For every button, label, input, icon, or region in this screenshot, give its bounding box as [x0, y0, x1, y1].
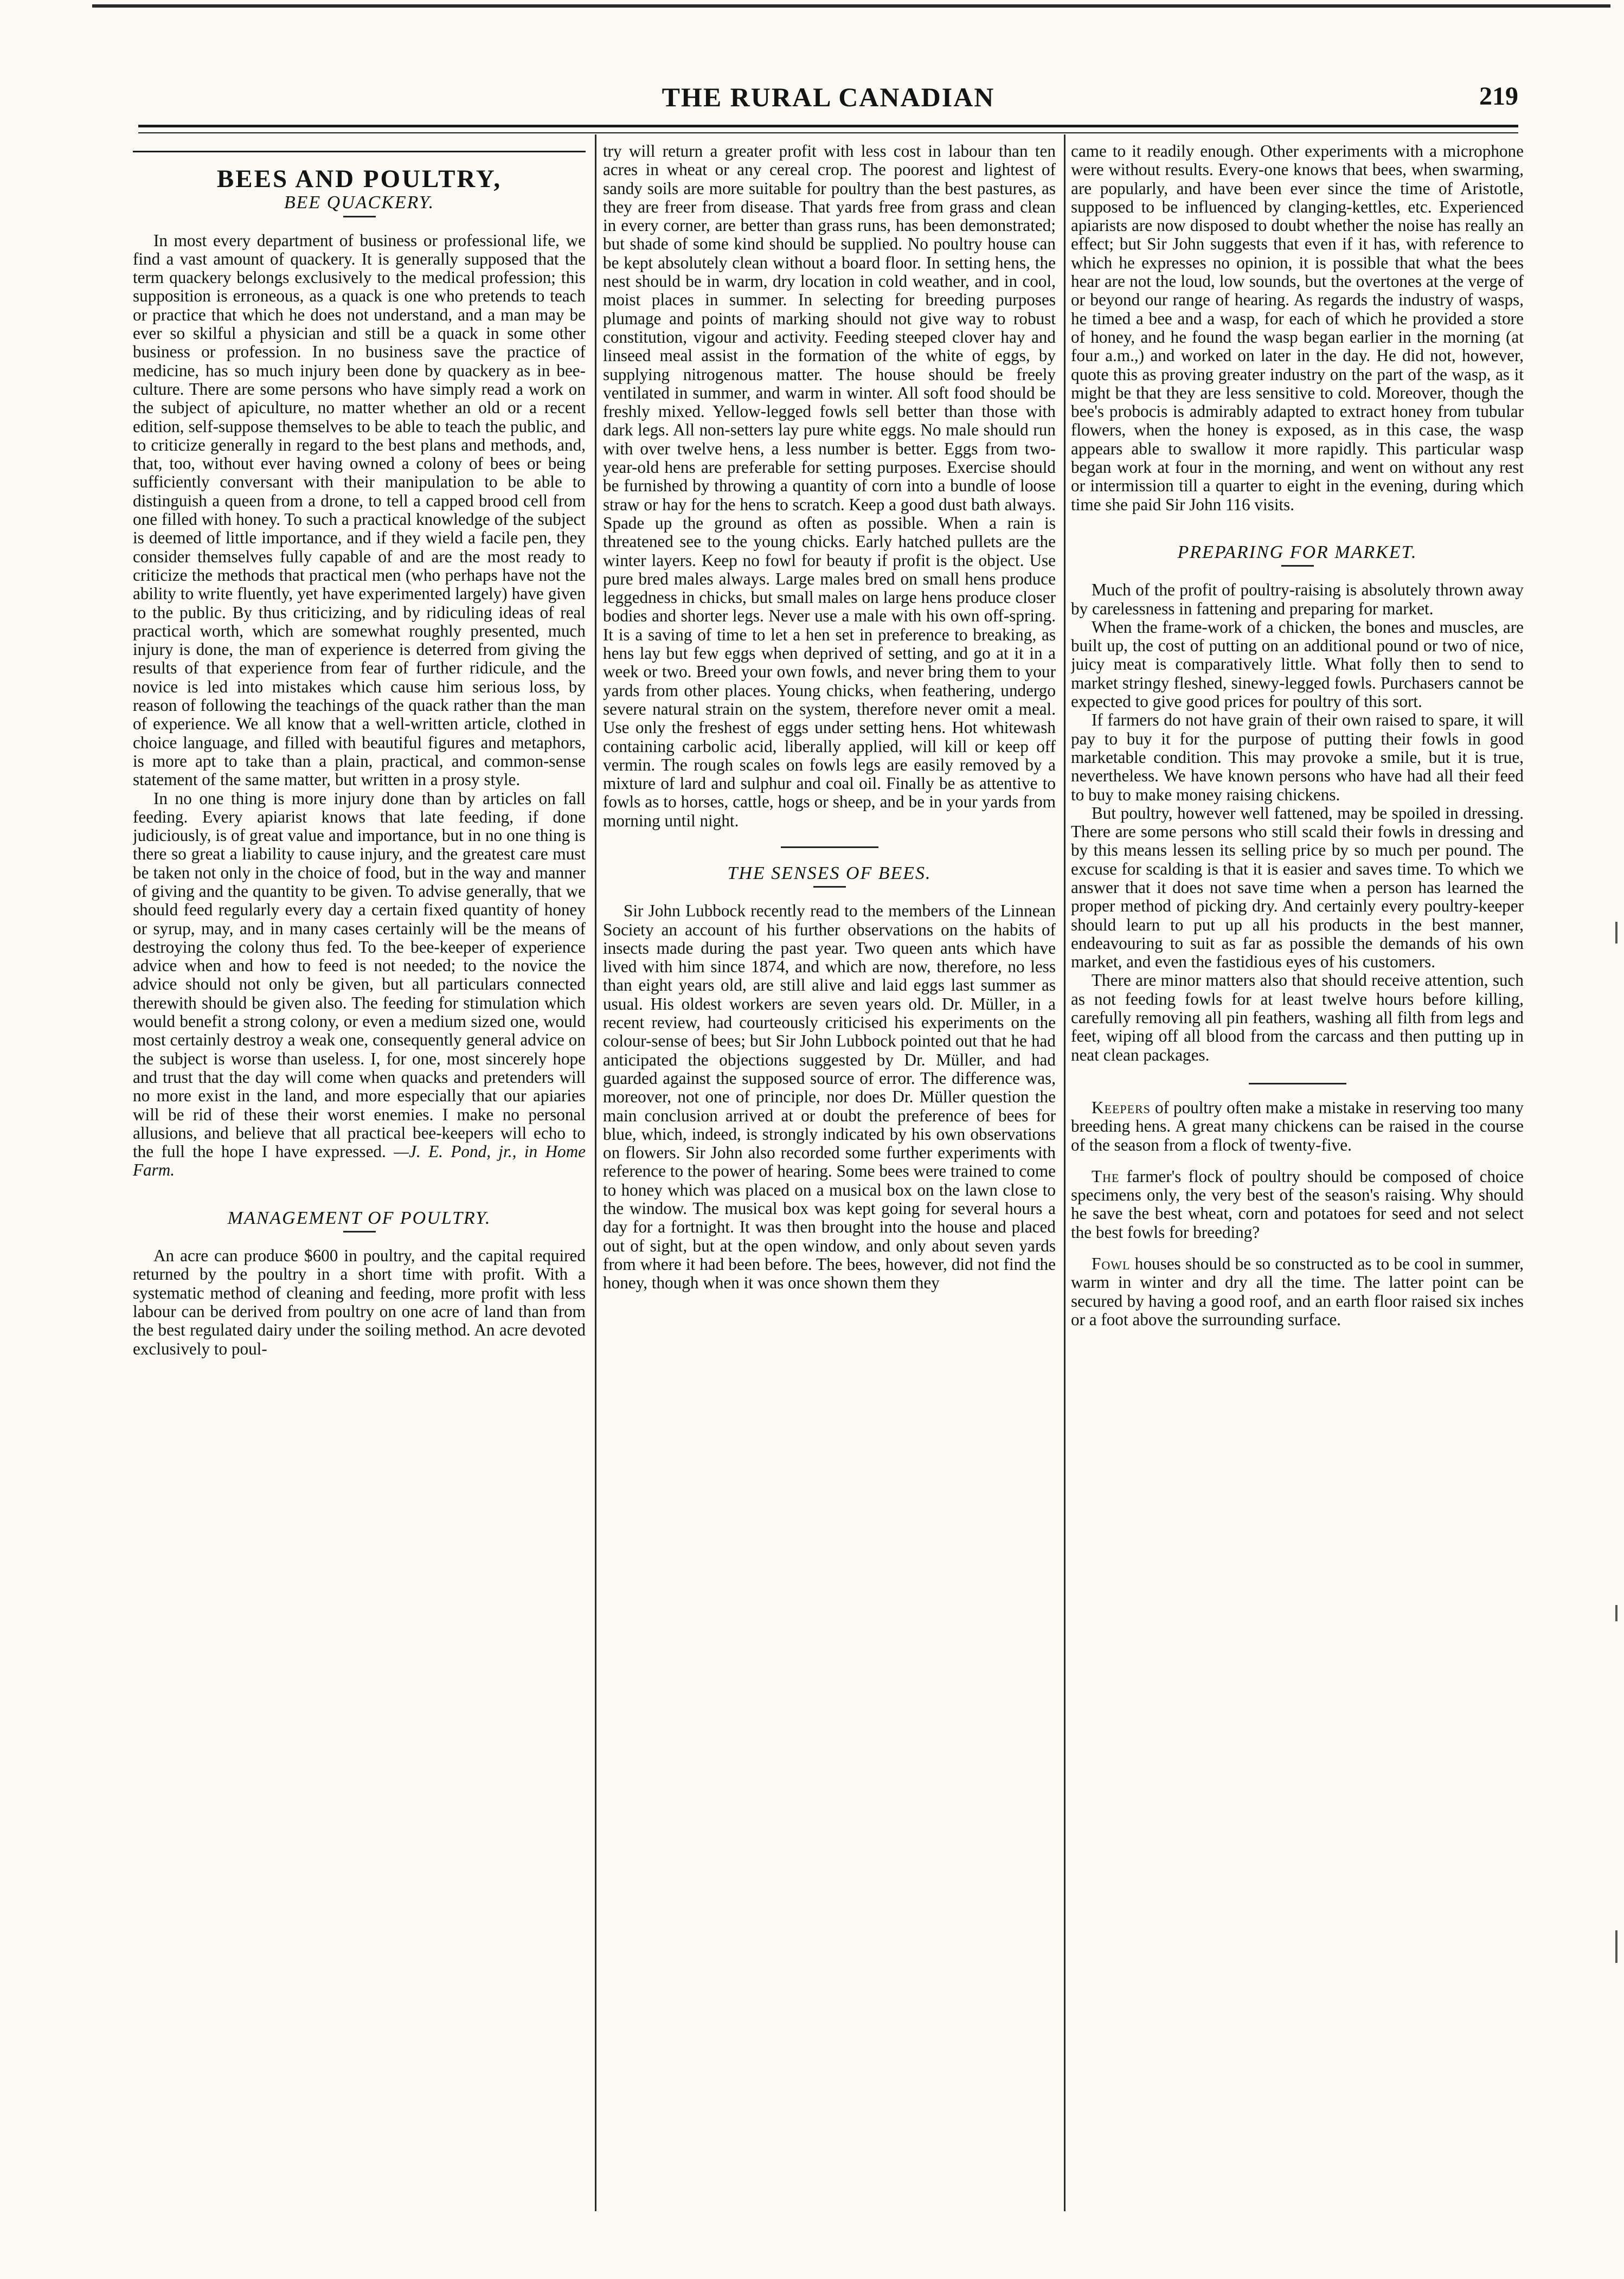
article-paragraph: There are minor matters also that should receive attention, such as not feeding fowls for at least twelve hours before killing, carefully removing all pin feathers, washing all filth from legs and feet, wiping off all blood from the carcass and then putting up in neat clean packages.	[1071, 971, 1524, 1064]
column-1	[133, 142, 586, 2203]
article-paragraph: If farmers do not have grain of their own raised to spare, it will pay to buy it for the purpose of putting their fowls in good marketable condition. This may provoke a smile, but it is true, nevertheless. We have known persons who have had all their feed to buy to make money raising chickens.	[1071, 710, 1524, 804]
title-dash	[343, 1231, 376, 1232]
separator-rule	[781, 846, 878, 848]
article-signature: —J. E. Pond, jr., in Home Farm.	[133, 1142, 586, 1180]
article-paragraph: Much of the profit of poultry-raising is absolutely thrown away by carelessness in fattening and preparing for market.	[1071, 580, 1524, 618]
article-paragraph: In most every department of business or professional life, we find a vast amount of quackery. It is generally supposed that the term quackery belongs exclusively to the medical profession; this supposition is erroneous, as a quack is one who pretends to teach or practice that which he does not understand, and a man may be ever so skilful a physician and still be a quack in some other business or profession. In no business save the practice of medicine, has so much injury been done by quackery as in bee-culture. There are some persons who have simply read a work on the subject of apiculture, no matter whether an old or a recent edition, self-suppose themselves to be able to teach the public, and to criticize generally in regard to the best plans and methods, and, that, too, without ever having owned a colony of bees or being sufficiently conversant with their manipulation to be able to distinguish a queen from a drone, to tell a capped brood cell from one filled with honey. To such a practical knowledge of the subject is deemed of little importance, and if they wield a facile pen, they consider themselves fully capable of and are the most ready to criticize the methods that practical men (who perhaps have not the ability to write fluently, yet have experimented largely) have given to the public. By thus criticizing, and by ridiculing ideas of real practical worth, which are somewhat roughly presented, much injury is done, the man of experience is deterred from giving the results of that experience from fear of further ridicule, and the novice is led into mistakes which cause him serious loss, by reason of following the teachings of the quack rather than the man of experience. We all know that a well-written article, clothed in choice language, and filled with beautiful figures and metaphors, is more apt to take than a plain, practical, and common-sense statement of the same matter, but written in a prosy style.	[133, 230, 586, 789]
article-paragraph-continued: came to it readily enough. Other experiments with a microphone were without results. Every-one knows that bees, when swarming, are popularly, and have been ever since the time of Aristotle, supposed to be influenced by clanging-kettles, etc. Experienced apiarists are now disposed to doubt whether the noise has really an effect; but Sir John suggests that even if it has, with reference to which he expresses no opinion, it is possible that what the bees hear are not the loud, low sounds, but the overtones at the verge of or beyond our range of hearing. As regards the industry of wasps, he timed a bee and a wasp, for each of which he provided a store of honey, and he found the wasp began earlier in the morning (at four a.m.,) and worked on later in the day. He did not, however, quote this as proving greater industry on the part of the wasp, as it might be that they are less sensitive to cold. Moreover, though the bee's probocis is admirably adapted to extract honey from tubular flowers, when the honey is exposed, as in this case, the wasp appears able to swallow it more rapidly. This particular wasp began work at four in the morning, and went on without any rest or intermission till a quarter to eight in the evening, during which time she paid Sir John 116 visits.	[1071, 142, 1524, 514]
note-text: of poultry often make a mistake in reserving too many breeding hens. A great many chickens can be raised in the course of the season from a flock of twenty-five.	[1071, 1097, 1524, 1154]
header-rule-thin	[138, 132, 1518, 133]
note-lead: Fowl	[1092, 1254, 1131, 1274]
newspaper-title: THE RURAL CANADIAN	[662, 82, 995, 112]
news-note	[1071, 1167, 1524, 1242]
column-3	[1071, 142, 1524, 2203]
top-border-rule	[92, 4, 1610, 8]
note-lead: Keepers	[1092, 1097, 1151, 1117]
page-header	[138, 81, 1518, 119]
article-paragraph: Sir John Lubbock recently read to the members of the Linnean Society an account of his further observations on the habits of insects made during the past year. Two queen ants which have lived with him since 1874, and which are now, therefore, no less than eight years old, are still alive and laid eggs last summer as usual. His oldest workers are seven years old. Dr. Müller, in a recent review, had courteously criticised his experiments on the colour-sense of bees; but Sir John Lubbock pointed out that he had anticipated the objections suggested by Dr. Müller, and had guarded against the supposed source of error. The difference was, moreover, not one of principle, nor does Dr. Müller question the main conclusion arrived at or doubt the preference of bees for blue, which, indeed, is strongly indicated by his own observations on flowers. Sir John also recorded some further experiments with reference to the power of hearing. Some bees were trained to come to honey which was placed on a musical box on the lawn close to the window. The musical box was kept going for several hours a day for a fortnight. It was then brought into the house and placed out of sight, but at the open window, and only about seven yards from where it had been before. The bees, however, did not find the honey, though when it was once shown them they	[603, 901, 1056, 1293]
article-paragraph	[133, 789, 586, 1180]
scan-edge-mark	[1615, 1930, 1617, 1963]
section-rule	[133, 151, 586, 152]
note-lead: The	[1092, 1166, 1120, 1186]
separator-rule	[1249, 1083, 1346, 1084]
header-rule-thick	[138, 125, 1518, 127]
column-2	[603, 142, 1056, 2203]
article-title-management-of-poultry: MANAGEMENT OF POULTRY.	[227, 1208, 491, 1228]
page-number: 219	[1479, 82, 1518, 111]
article-title-preparing-for-market: PREPARING FOR MARKET.	[1177, 542, 1417, 562]
title-dash	[343, 216, 376, 217]
note-text: farmer's flock of poultry should be composed of choice specimens only, the very best of the season's raising. Why should he save the best wheat, corn and potatoes for seed and not select the best fowls for breeding?	[1071, 1166, 1524, 1242]
paragraph-text: In no one thing is more injury done than by articles on fall feeding. Every apiarist knows that late feeding, if done judiciously, is of great value and importance, but in no one thing is there so great a liability to cause injury, and the greatest care must be taken not only in the choice of food, but in the way and manner of giving and the quantity to be given. To advise generally, that we should feed regularly every day a certain fixed quantity of honey or syrup, may, and in many cases certainly will be the means of destroying the colony thus fed. To the bee-keeper of experience advice when and how to feed is not needed; to the novice the advice should not only be given, but all particulars connected therewith should be given also. The feeding for stimulation which would benefit a strong colony, or even a medium sized one, would most certainly destroy a weak one, consequently general advice on the subject is worse than useless. I, for one, most sincerely hope and trust that the day will come when quacks and pretenders will no more exist in the land, and more especially that our apiaries will be rid of these their worst enemies. I make no personal allusions, and believe that all practical bee-keepers will echo to the full the hope I have expressed.	[133, 788, 586, 1161]
title-dash	[813, 886, 846, 888]
article-paragraph-continued: try will return a greater profit with less cost in labour than ten acres in wheat or any cereal crop. The poorest and lightest of sandy soils are more suitable for poultry than the best pastures, as they are freer from disease. That yards free from grass and clean in every corner, are better than grass runs, has been demonstrated; but shade of some kind should be supplied. No poultry house can be kept absolutely clean without a board floor. In setting hens, the nest should be in warm, dry location in cold weather, and in cool, moist places in summer. In selecting for breeding purposes plumage and points of marking should not give way to robust constitution, vigour and activity. Feeding steeped clover hay and linseed meal assist in the formation of the white of eggs, by supplying nitrogenous matter. The house should be freely ventilated in summer, and warm in winter. All soft food should be freshly mixed. Yellow-legged fowls sell better than those with dark legs. All non-setters lay pure white eggs. No male should run with over twelve hens, a less number is better. Eggs from two-year-old hens are preferable for setting purposes. Exercise should be furnished by throwing a quantity of corn into a bundle of loose straw or hay for the hens to scratch. Keep a good dust bath always. Spade up the ground as often as possible. When a rain is threatened see to the young chicks. Early hatched pullets are the winter layers. Keep no fowl for beauty if profit is the object. Use pure bred males always. Large males bred on small hens produce leggedness in chicks, but small males on large hens produce closer bodies and shorter legs. Never use a male with his own off-spring. It is a saving of time to let a hen set in preference to breaking, as hens lay but few eggs when deprived of setting, and go at it in a week or two. Breed your own fowls, and never bring them to your yards from other places. Young chicks, when feathering, undergo severe natural strain on the system, therefore never omit a meal. Use only the freshest of eggs under setting hens. Hot whitewash containing carbolic acid, liberally applied, will kill or keep off vermin. The rough scales on fowls legs are easily removed by a mixture of lard and sulphur and coal oil. Finally be as attentive to fowls as to horses, cattle, hogs or sheep, and be in your yards from morning until night.	[603, 142, 1056, 830]
article-title-senses-of-bees: THE SENSES OF BEES.	[727, 863, 932, 883]
news-note	[1071, 1099, 1524, 1154]
article-paragraph: When the frame-work of a chicken, the bones and muscles, are built up, the cost of putting on an additional pound or two of nice, juicy meat is comparatively little. What folly then to send to market stringy fleshed, sinewy-legged fowls. Purchasers cannot be expected to give good prices for poultry of this sort.	[1071, 617, 1524, 711]
column-divider-1	[595, 134, 596, 2211]
article-paragraph: But poultry, however well fattened, may be spoiled in dressing. There are some persons who still scald their fowls in dressing and by this means lessen its selling price by so much per pound. The excuse for scalding is that it is easier and saves time. To which we answer that it does not save time when a person has learned the proper method of picking dry. And certainly every poultry-keeper should learn to put up all his products in the best manner, endeavouring to suit as far as possible the demands of his own market, and even the fastidious eyes of his customers.	[1071, 803, 1524, 972]
news-note	[1071, 1255, 1524, 1329]
article-title-bee-quackery: BEE QUACKERY.	[284, 192, 435, 213]
note-text: houses should be so constructed as to be cool in summer, warm in winter and dry all the time. The latter point can be secured by having a good roof, and an earth floor raised six inches or a foot above the surrounding surface.	[1071, 1254, 1524, 1329]
column-divider-2	[1064, 134, 1065, 2211]
article-paragraph: An acre can produce $600 in poultry, and the capital required returned by the poultry in a short time with profit. With a systematic method of cleaning and feeding, more profit with less labour can be derived from poultry on one acre of land than from the best regulated dairy under the soiling method. An acre devoted exclusively to poul-	[133, 1246, 586, 1358]
scan-edge-mark	[1615, 1605, 1617, 1621]
section-heading: BEES AND POULTRY,	[216, 165, 502, 193]
title-dash	[1281, 565, 1314, 567]
scan-edge-mark	[1615, 922, 1617, 943]
